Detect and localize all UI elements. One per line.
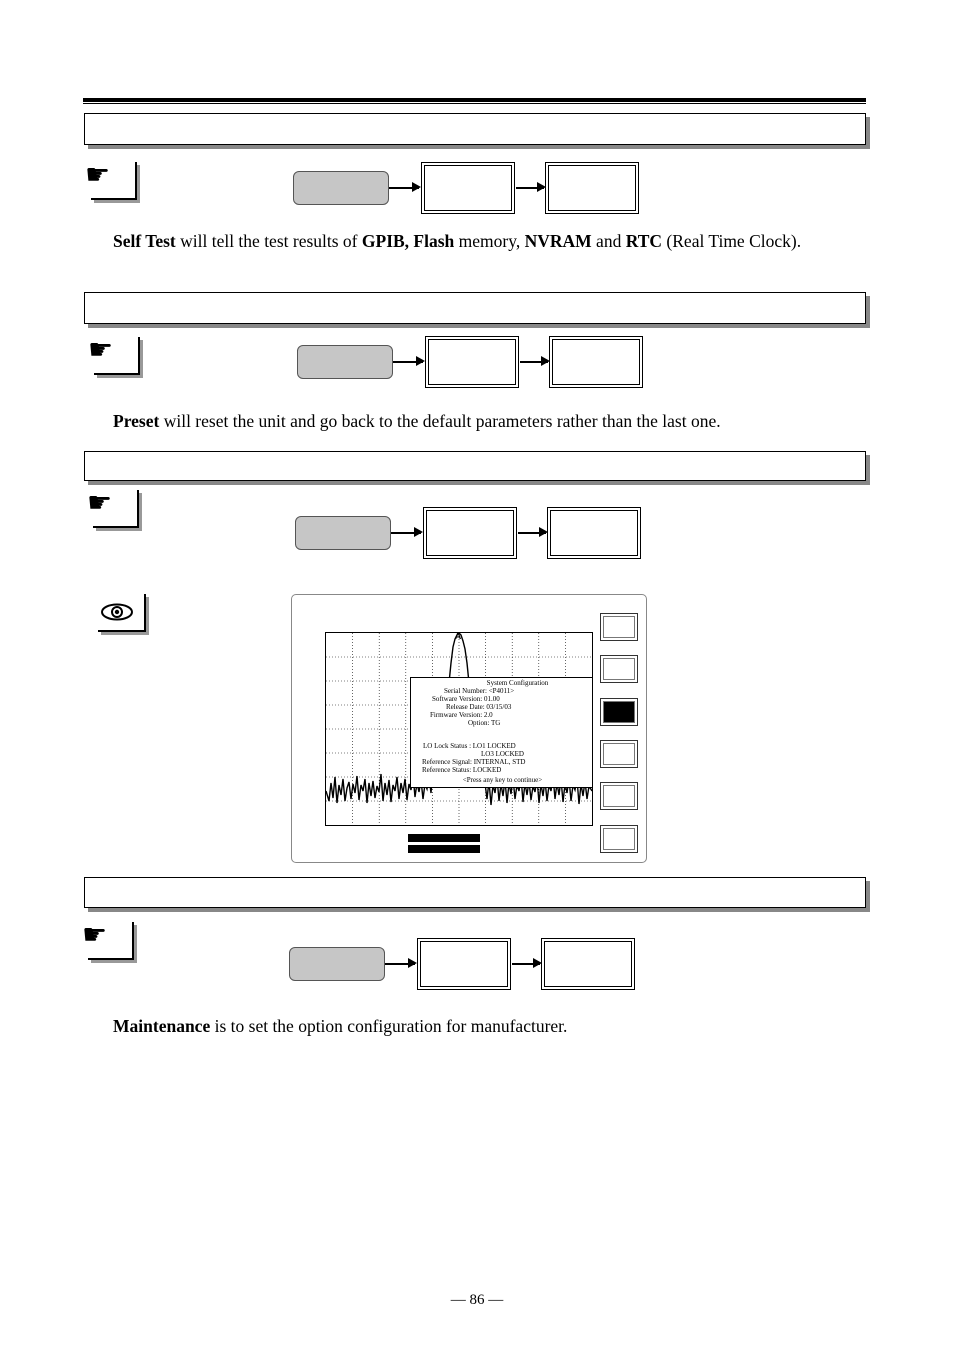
status-bar-2 [408,845,480,853]
arrow-icon [520,361,548,363]
self-test-description: Self Test will tell the test results of GPIB, Flash memory, NVRAM and RTC (Real Time Clock). [113,231,802,251]
dialog-title: System Configuration [486,679,549,687]
header-rule-thick [83,98,866,102]
maintenance-description: Maintenance is to set the option configuration for manufacturer. [113,1016,568,1036]
softkey-button[interactable] [541,938,635,990]
softkey-button[interactable] [547,507,641,559]
hand-pointer-icon: ☛ [82,918,108,951]
hand-pointer-icon: ☛ [85,158,111,191]
hand-pointer-box [88,333,140,375]
firmware-version: Firmware Version: 2.0 [430,711,493,719]
arrow-icon [391,532,421,534]
section-bar-maintenance [84,877,866,908]
hand-pointer-box [85,158,137,200]
hardkey-button[interactable] [289,947,385,981]
hardkey-button[interactable] [297,345,393,379]
hardkey-button[interactable] [295,516,391,550]
softkey-button[interactable] [421,162,515,214]
screen-softkey-4[interactable] [600,740,638,768]
spectrum-plot [325,632,593,826]
section-bar-preset [84,292,866,324]
reference-signal: Reference Signal: INTERNAL, STD [422,758,526,766]
hand-pointer-box [82,918,134,960]
softkey-button[interactable] [423,507,517,559]
system-config-dialog [410,677,593,788]
preset-description: Preset will reset the unit and go back to the default parameters rather than the last one. [113,411,721,431]
continue-prompt: <Press any key to continue> [462,776,543,784]
reference-status: Reference Status: LOCKED [422,766,502,774]
eye-icon [100,602,134,622]
arrow-icon [516,187,544,189]
serial-number: Serial Number: <P4011> [444,687,515,695]
screen-softkey-5[interactable] [600,782,638,810]
software-version: Software Version: 01.00 [432,695,500,703]
section-bar-self-test [84,113,866,145]
arrow-icon [385,963,415,965]
softkey-button[interactable] [417,938,511,990]
arrow-icon [393,361,423,363]
marker-label: A [454,633,462,641]
lo-lock-status: LO Lock Status : LO1 LOCKED [423,742,516,750]
softkey-button[interactable] [549,336,643,388]
analyzer-screen [291,594,647,863]
page-number: — 86 — [450,1292,504,1308]
hardkey-button[interactable] [293,171,389,205]
arrow-icon [518,532,546,534]
hand-pointer-box [87,486,139,528]
hand-pointer-icon: ☛ [88,333,114,366]
softkey-button[interactable] [545,162,639,214]
hand-pointer-icon: ☛ [87,486,113,519]
section-bar-config [84,451,866,481]
screen-softkey-3-selected[interactable] [600,698,638,726]
lo3-lock-status: LO3 LOCKED [481,750,524,758]
header-rule-thin [83,103,866,104]
option-value: Option: TG [468,719,501,727]
status-bar-1 [408,834,480,842]
arrow-icon [389,187,419,189]
eye-icon-box [98,594,146,632]
screen-softkey-1[interactable] [600,613,638,641]
release-date: Release Date: 03/15/03 [446,703,512,711]
arrow-icon [512,963,540,965]
screen-softkey-2[interactable] [600,655,638,683]
softkey-button[interactable] [425,336,519,388]
screen-softkey-6[interactable] [600,825,638,853]
